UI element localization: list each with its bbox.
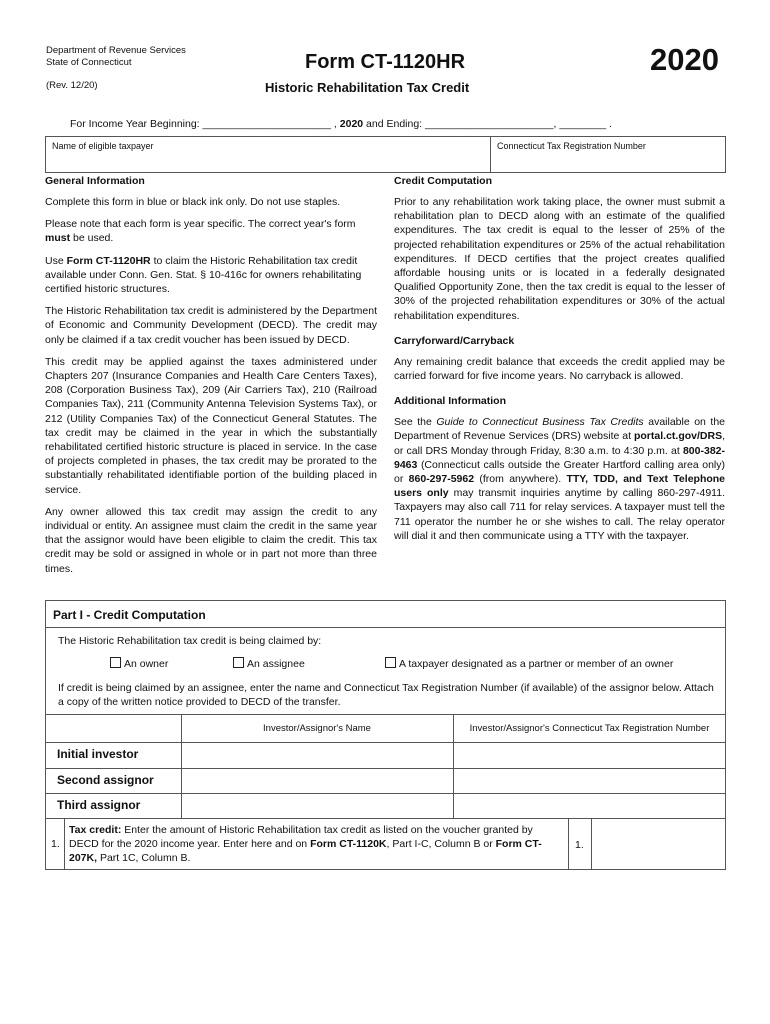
form-usage-text xyxy=(45,254,377,297)
year-note-emphasis: must xyxy=(45,232,71,245)
line-1-title: Tax credit: xyxy=(69,824,122,836)
second-assignor-name-field[interactable] xyxy=(182,769,453,793)
general-information-section xyxy=(45,175,377,584)
year-note-text: Please note that each form is year specific. The correct year's form xyxy=(45,218,356,231)
credit-computation-text: Prior to any rehabilitation work taking place, the owner must submit a rehabilitation plan to DECD along with an estimate of the qualified expenditures. The tax credit is equal to the lesser of 25% of the projected rehabilitation expenditures or 25% of the actual rehabilitation expenditures. If DECD certifies that the project creates qualified affordable housing units or is located in a federally designated Qualified Opportunity Zone, then the tax credit is equal to the lesser of 30% of the projected rehabilitation expenditures or 30% of the actual rehabilitation expenditures. xyxy=(394,196,725,322)
addl-text-1: See the xyxy=(394,416,432,429)
addl-text-2: available on the Department of Revenue Services (DRS) website at xyxy=(394,416,726,443)
general-information-heading: General Information xyxy=(45,175,145,187)
line-1-amount-field[interactable] xyxy=(592,819,725,869)
option-owner[interactable] xyxy=(110,657,168,670)
initial-investor-registration-field[interactable] xyxy=(454,743,725,768)
income-year-period: . xyxy=(608,118,612,130)
additional-information-text xyxy=(394,415,725,543)
usage-text-start: Use xyxy=(45,254,64,267)
investor-name-column-header: Investor/Assignor's Name xyxy=(263,723,371,734)
second-assignor-label: Second assignor xyxy=(57,773,154,787)
addl-text-4: (Connecticut calls outside the Greater Hartford calling area only) or xyxy=(394,458,725,486)
addl-text-5: (from anywhere). xyxy=(479,473,562,486)
part-1-box xyxy=(45,600,726,870)
assignment-text: Any owner allowed this tax credit may assign the credit to any individual or entity. An assignee must claim the credit in the same year that the assignor would have been eligible to claim the credit. This tax credit may be sold or assigned in whole or in part not more than three times. xyxy=(45,505,377,575)
assignee-label: An assignee xyxy=(247,658,305,670)
initial-investor-name-field[interactable] xyxy=(182,743,453,768)
income-year-separator: , xyxy=(333,118,337,130)
registration-number-field[interactable] xyxy=(491,137,725,172)
right-column xyxy=(394,175,725,551)
drs-phone-2: 860-297-5962 xyxy=(408,473,475,486)
addl-text-3: , or call DRS Monday through Friday, 8:30 a.m. to 4:30 p.m. at xyxy=(394,430,725,457)
initial-investor-label: Initial investor xyxy=(57,747,139,761)
line-1-form-ref-1: Form CT-1120K xyxy=(310,838,387,850)
drs-phone-1: 800-382-9463 xyxy=(394,444,725,471)
income-year-beginning-field[interactable]: ______________________ xyxy=(202,118,331,130)
carryforward-heading: Carryforward/Carryback xyxy=(394,334,515,347)
applicable-taxes-text: This credit may be applied against the taxes administered under Chapters 207 (Insurance Companies and Health Care Centers Taxes), 208 (Corporation Business Tax), 209 (Air Carriers Tax), 210 (Railroad Companies Tax), 211 (Community Antenna Television Systems Tax), or 212 (Utility Companies Tax) of the Connecticut General Statutes. The tax credit may be claimed in the year in which the substantially rehabilitated certified historic structure is placed in service. In the case of projects completed in phases, the tax credit may be prorated to the substantially rehabilitated identifiable portion of the building placed in service. xyxy=(45,355,377,496)
usage-form-ref: Form CT-1120HR xyxy=(66,254,151,267)
agency-block xyxy=(46,45,186,69)
line-1-text: Enter the amount of Historic Rehabilitation tax credit as listed on the voucher granted by DECD for the 2020 income year. Enter here and on xyxy=(69,824,533,850)
third-assignor-label: Third assignor xyxy=(57,798,141,812)
carryforward-text: Any remaining credit balance that exceeds the credit applied may be carried forward for five income years. No carryback is allowed. xyxy=(394,355,725,383)
option-assignee[interactable] xyxy=(233,657,305,670)
taxpayer-info-box xyxy=(45,136,726,173)
state-name: State of Connecticut xyxy=(46,57,132,68)
registration-number-label: Connecticut Tax Registration Number xyxy=(497,141,646,151)
line-1-text-3: Part 1C, Column B. xyxy=(99,852,191,864)
drs-website-link[interactable]: portal.ct.gov/DRS xyxy=(633,430,723,443)
line-1-number: 1. xyxy=(51,838,60,850)
form-subtitle: Historic Rehabilitation Tax Credit xyxy=(265,80,470,95)
agency-name: Department of Revenue Services xyxy=(46,45,186,56)
owner-label: An owner xyxy=(124,658,169,670)
owner-checkbox[interactable] xyxy=(110,657,121,668)
investor-registration-column-header: Investor/Assignor's Connecticut Tax Registration Number xyxy=(469,723,710,734)
line-1-form-ref-2: Form CT-207K, xyxy=(69,838,542,864)
income-year-value: 2020 xyxy=(339,118,364,130)
income-year-line xyxy=(70,118,612,130)
income-year-beginning-label: For Income Year Beginning: xyxy=(70,118,200,130)
part-1-heading: Part I - Credit Computation xyxy=(53,608,206,622)
claimed-by-text: The Historic Rehabilitation tax credit is being claimed by: xyxy=(58,635,322,647)
taxpayer-name-field[interactable] xyxy=(46,137,490,172)
partner-member-checkbox[interactable] xyxy=(385,657,396,668)
income-year-ending-field[interactable]: ______________________, xyxy=(425,118,557,130)
option-partner-member[interactable] xyxy=(385,657,673,670)
administration-text: The Historic Rehabilitation tax credit is administered by the Department of Economic and Community Development (DECD). The credit may only be claimed if a tax credit voucher has been issued by DECD. xyxy=(45,305,377,346)
year-note-end: be used. xyxy=(73,232,114,245)
ink-instruction: Complete this form in blue or black ink only. Do not use staples. xyxy=(45,196,341,208)
partner-member-label: A taxpayer designated as a partner or member of an owner xyxy=(399,658,674,670)
additional-information-heading: Additional Information xyxy=(394,395,506,408)
credit-computation-heading: Credit Computation xyxy=(394,175,492,187)
line-1-text-2: , Part I-C, Column B or xyxy=(386,838,493,850)
addl-text-6: may transmit inquiries anytime by calling 860-297-4911. Taxpayers may also call 711 for relay services. A taxpayer must tell the 711 operator the number he or she wishes to call. The relay operator will dial it and then communicate using a TTY with the taxpayer. xyxy=(394,487,725,542)
tty-users-text: TTY, TDD, and Text Telephone users only xyxy=(394,473,726,500)
year-specific-note xyxy=(45,217,377,245)
income-year-ending-year-field[interactable]: ________ xyxy=(559,118,607,130)
guide-title: Guide to Connecticut Business Tax Credits xyxy=(436,416,644,429)
revision-date: (Rev. 12/20) xyxy=(46,80,98,91)
form-title: Form CT-1120HR xyxy=(305,51,466,73)
line-1-box-number: 1. xyxy=(575,839,584,851)
third-assignor-registration-field[interactable] xyxy=(454,794,725,818)
assignee-checkbox[interactable] xyxy=(233,657,244,668)
usage-text-end: to claim the Historic Rehabilitation tax credit available under Conn. Gen. Stat. § 10-416c for owners rehabilitating certified historic structures. xyxy=(45,254,362,296)
income-year-ending-label: and Ending: xyxy=(366,118,423,130)
taxpayer-name-label: Name of eligible taxpayer xyxy=(52,141,154,151)
form-year: 2020 xyxy=(650,42,719,77)
line-1-instruction xyxy=(69,823,564,865)
third-assignor-name-field[interactable] xyxy=(182,794,453,818)
second-assignor-registration-field[interactable] xyxy=(454,769,725,793)
assignee-instruction: If credit is being claimed by an assignee, enter the name and Connecticut Tax Registration Number (if available) of the assignor below. Attach a copy of the written notice provided to DECD of the transfer. xyxy=(58,682,714,708)
